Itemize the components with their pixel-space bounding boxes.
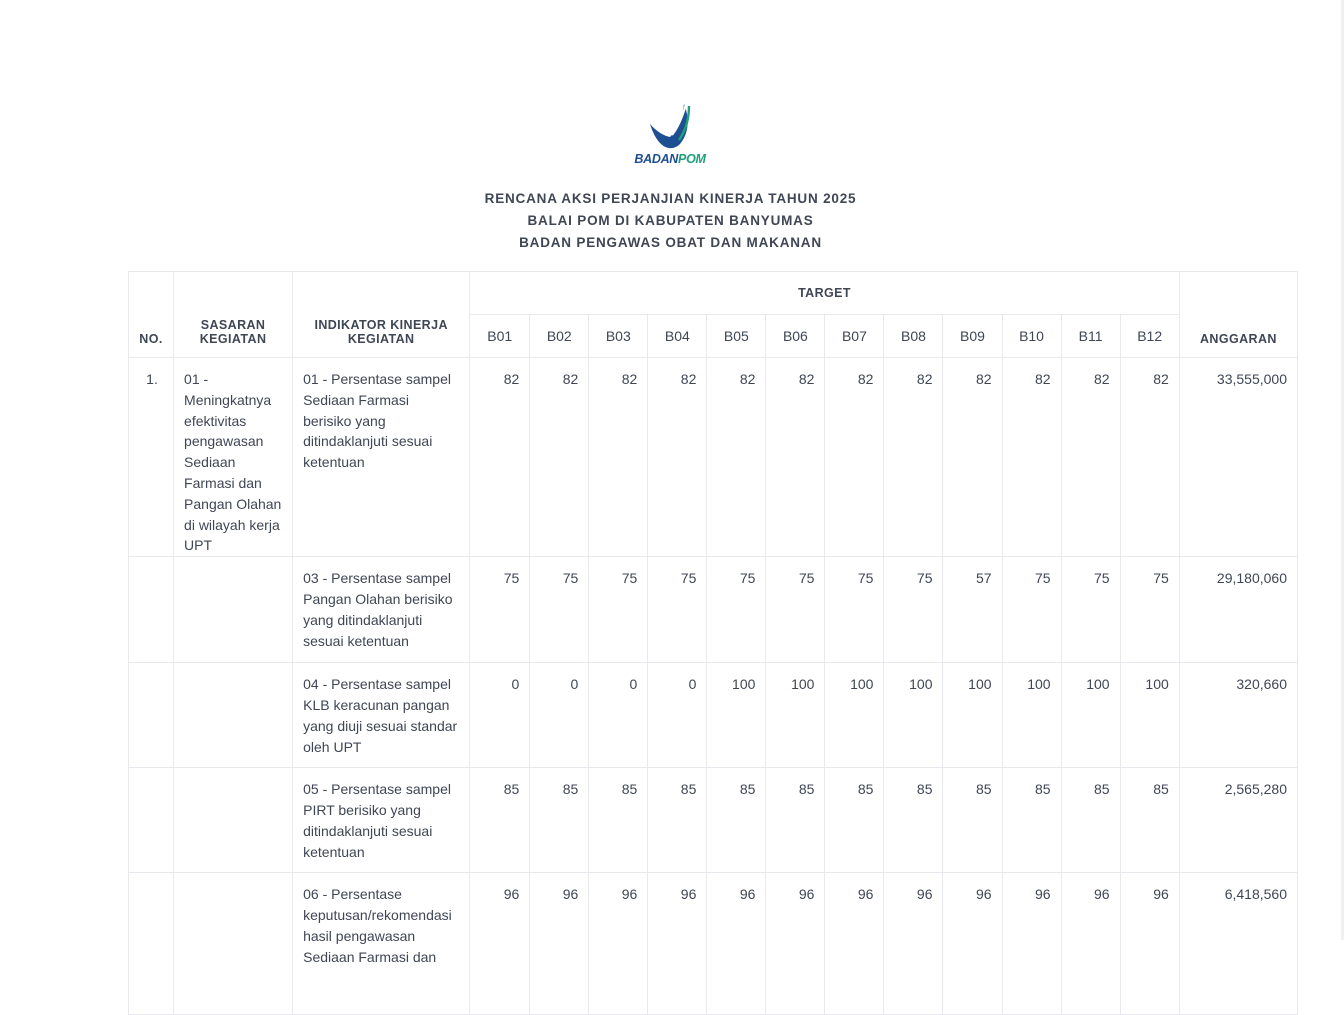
header-month-b02: B02 [530,315,589,358]
header-month-b05: B05 [707,315,766,358]
performance-table-container [128,271,1298,965]
cell-target-b09: 85 [943,768,1002,873]
cell-target-b01: 82 [470,358,530,557]
cell-target-b10: 75 [1002,557,1061,663]
cell-target-b08: 96 [884,873,943,1015]
cell-target-b02: 85 [530,768,589,873]
cell-target-b07: 100 [825,663,884,768]
header-month-b03: B03 [589,315,648,358]
cell-target-b05: 75 [707,557,766,663]
cell-target-b08: 75 [884,557,943,663]
cell-target-b12: 100 [1120,663,1179,768]
cell-target-b08: 82 [884,358,943,557]
cell-target-b02: 0 [530,663,589,768]
cell-target-b10: 82 [1002,358,1061,557]
title-line-2: BALAI POM DI KABUPATEN BANYUMAS [527,213,814,228]
title-line-1: RENCANA AKSI PERJANJIAN KINERJA TAHUN 2025 [484,191,857,206]
cell-sasaran [174,557,293,663]
cell-target-b01: 75 [470,557,530,663]
cell-sasaran [174,663,293,768]
title-line-3: BADAN PENGAWAS OBAT DAN MAKANAN [519,235,822,250]
cell-sasaran [174,768,293,873]
cell-anggaran: 33,555,000 [1179,358,1297,557]
cell-target-b01: 0 [470,663,530,768]
cell-target-b04: 82 [648,358,707,557]
cell-target-b07: 96 [825,873,884,1015]
header-month-b10: B10 [1002,315,1061,358]
cell-target-b01: 85 [470,768,530,873]
table-row [129,663,1298,768]
cell-target-b06: 85 [766,768,825,873]
cell-anggaran: 29,180,060 [1179,557,1297,663]
cell-target-b12: 85 [1120,768,1179,873]
cell-no [129,663,174,768]
cell-target-b02: 82 [530,358,589,557]
cell-target-b11: 100 [1061,663,1120,768]
cell-anggaran: 6,418,560 [1179,873,1297,1015]
cell-target-b03: 0 [589,663,648,768]
cell-indikator: 04 - Persentase sampel KLB keracunan pangan yang diuji sesuai standar oleh UPT [293,663,470,768]
document-title [0,188,1341,254]
cell-target-b06: 100 [766,663,825,768]
cell-no: 1. [129,358,174,557]
cell-target-b03: 75 [589,557,648,663]
cell-indikator: 03 - Persentase sampel Pangan Olahan berisiko yang ditindaklanjuti sesuai ketentuan [293,557,470,663]
cell-indikator: 01 - Persentase sampel Sediaan Farmasi berisiko yang ditindaklanjuti sesuai ketentuan [293,358,470,557]
header-anggaran: ANGGARAN [1179,272,1297,358]
cell-target-b04: 96 [648,873,707,1015]
cell-target-b07: 82 [825,358,884,557]
header-sasaran: SASARAN KEGIATAN [174,272,293,358]
table-row [129,557,1298,663]
header-month-b04: B04 [648,315,707,358]
header-month-b11: B11 [1061,315,1120,358]
cell-target-b03: 82 [589,358,648,557]
cell-target-b10: 96 [1002,873,1061,1015]
header-month-b12: B12 [1120,315,1179,358]
cell-target-b06: 96 [766,873,825,1015]
cell-no [129,873,174,1015]
header-month-b08: B08 [884,315,943,358]
cell-target-b07: 75 [825,557,884,663]
cell-target-b12: 82 [1120,358,1179,557]
logo-wordmark: BADANPOM [634,152,706,166]
cell-target-b02: 75 [530,557,589,663]
cell-indikator: 05 - Persentase sampel PIRT berisiko yang ditindaklanjuti sesuai ketentuan [293,768,470,873]
header-month-b07: B07 [825,315,884,358]
cell-target-b09: 82 [943,358,1002,557]
cell-target-b08: 85 [884,768,943,873]
cell-target-b05: 85 [707,768,766,873]
cell-target-b09: 57 [943,557,1002,663]
cell-target-b02: 96 [530,873,589,1015]
cell-target-b12: 75 [1120,557,1179,663]
cell-target-b11: 96 [1061,873,1120,1015]
cell-target-b03: 85 [589,768,648,873]
cell-target-b10: 100 [1002,663,1061,768]
cell-target-b08: 100 [884,663,943,768]
cell-target-b04: 0 [648,663,707,768]
table-row [129,873,1298,1015]
cell-target-b05: 100 [707,663,766,768]
badan-pom-logo [634,100,706,172]
header-target: TARGET [470,272,1180,315]
cell-target-b11: 82 [1061,358,1120,557]
cell-target-b05: 82 [707,358,766,557]
cell-target-b06: 75 [766,557,825,663]
cell-no [129,768,174,873]
header-indikator: INDIKATOR KINERJA KEGIATAN [293,272,470,358]
cell-target-b12: 96 [1120,873,1179,1015]
cell-target-b05: 96 [707,873,766,1015]
cell-target-b11: 75 [1061,557,1120,663]
cell-indikator: 06 - Persentase keputusan/rekomendasi hasil pengawasan Sediaan Farmasi dan [293,873,470,1015]
cell-target-b04: 75 [648,557,707,663]
cell-sasaran [174,873,293,1015]
table-row [129,358,1298,557]
cell-target-b03: 96 [589,873,648,1015]
header-no: NO. [129,272,174,358]
cell-anggaran: 2,565,280 [1179,768,1297,873]
cell-sasaran: 01 - Meningkatnya efektivitas pengawasan Sediaan Farmasi dan Pangan Olahan di wilayah kerja UPT [174,358,293,557]
cell-target-b04: 85 [648,768,707,873]
header-month-b06: B06 [766,315,825,358]
checkmark-logo-icon [634,100,706,156]
cell-target-b10: 85 [1002,768,1061,873]
table-row [129,768,1298,873]
cell-target-b07: 85 [825,768,884,873]
header-month-b09: B09 [943,315,1002,358]
cell-anggaran: 320,660 [1179,663,1297,768]
cell-target-b01: 96 [470,873,530,1015]
cell-target-b09: 96 [943,873,1002,1015]
cell-target-b11: 85 [1061,768,1120,873]
performance-table [128,271,1298,1015]
cell-target-b06: 82 [766,358,825,557]
cell-target-b09: 100 [943,663,1002,768]
header-month-b01: B01 [470,315,530,358]
cell-no [129,557,174,663]
